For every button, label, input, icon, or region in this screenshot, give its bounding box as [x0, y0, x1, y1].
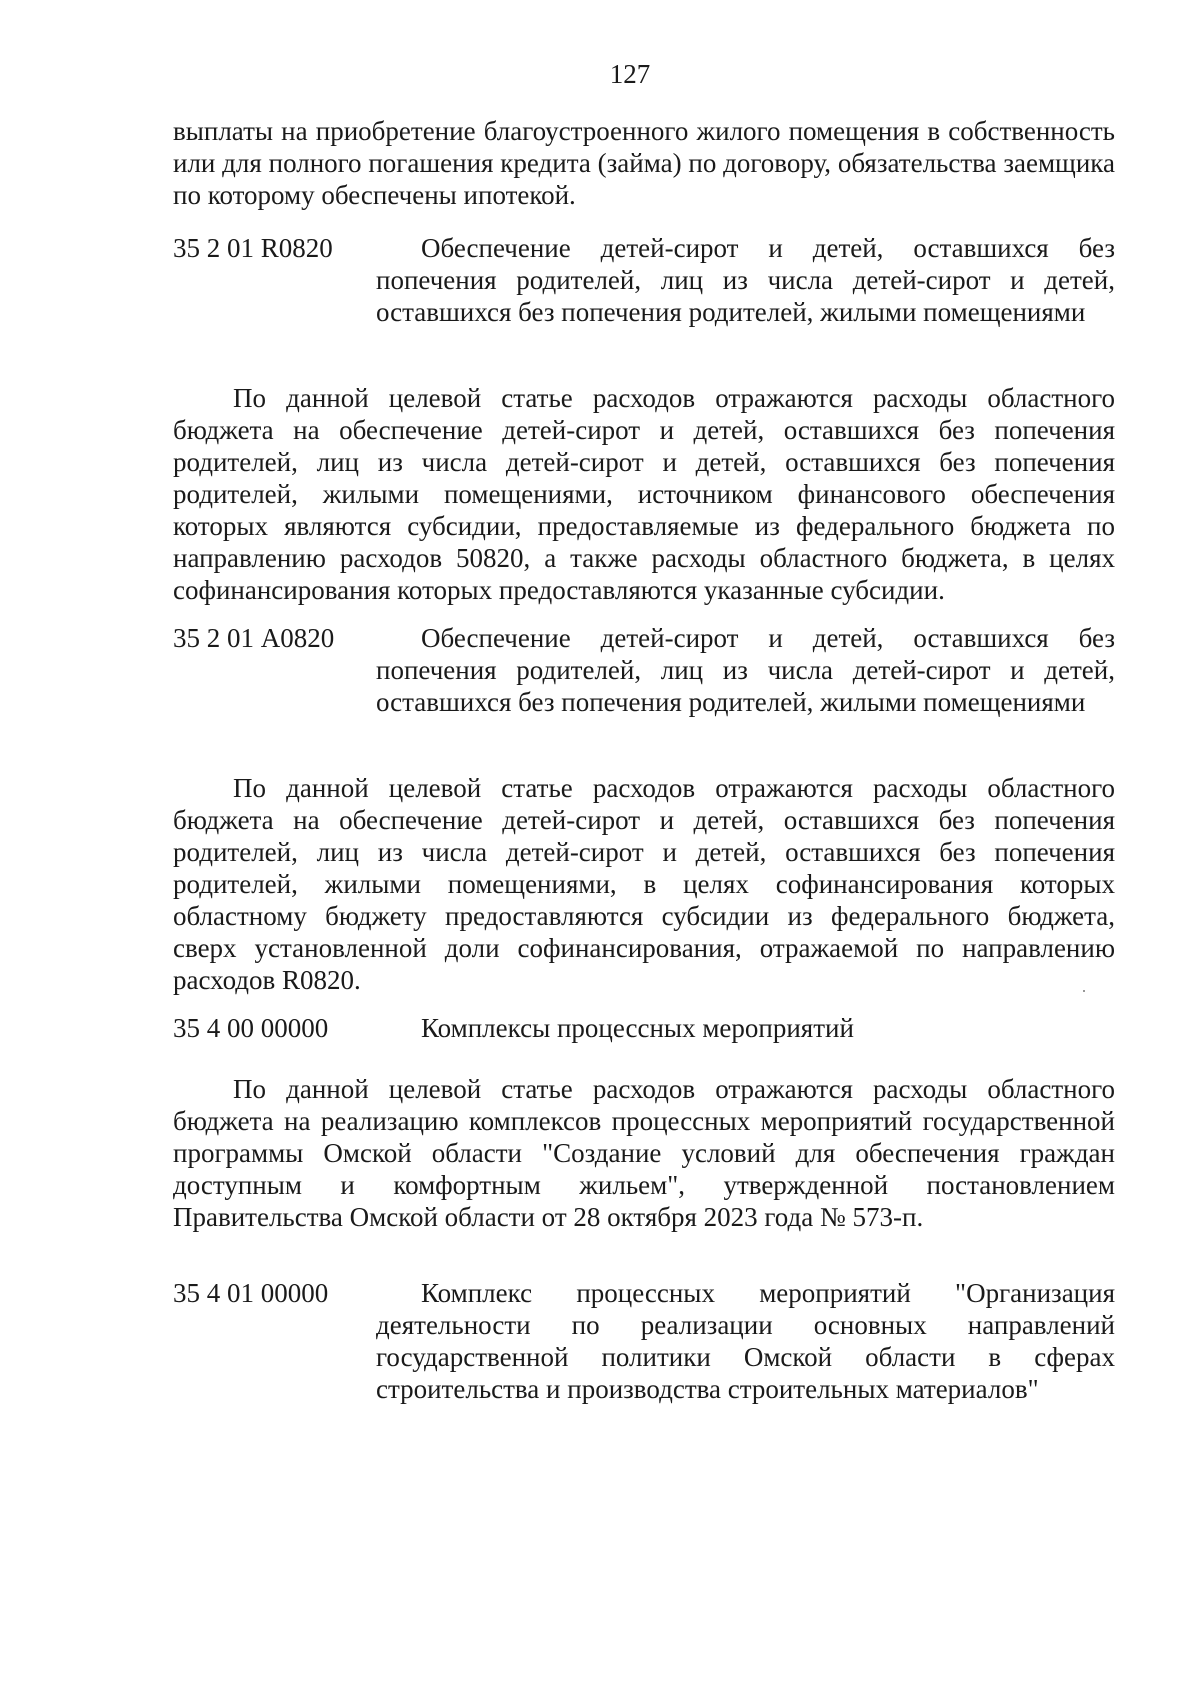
budget-entry-description: По данной целевой статье расходов отражаются расходы областного бюджета на обеспечение детей-сирот и детей, оставшихся без попечения родителей, лиц из числа детей-сирот и детей, оставшихся без попечения родителей, жилыми помещениями, источником финансового обеспечения которых являются субсидии, предоставляемые из федерального бюджета по направлению расходов 50820, а также расходы областного бюджета, в целях софинансирования которых предоставляются указанные субсидии. — [173, 383, 1115, 605]
budget-code: 35 2 01 R0820 — [173, 233, 333, 263]
budget-entry-description-block — [173, 382, 1115, 606]
budget-entry-description-block — [173, 1073, 1115, 1233]
budget-entry-title: Комплексы процессных мероприятий — [421, 1013, 854, 1043]
budget-entry — [173, 1012, 1115, 1044]
budget-entry-title: Обеспечение детей-сирот и детей, оставшихся без попечения родителей, лиц из числа детей-сирот и детей, оставшихся без попечения родителей, жилыми помещениями — [376, 233, 1115, 327]
intro-paragraph: выплаты на приобретение благоустроенного жилого помещения в собственность или для полного погашения кредита (займа) по договору, обязательства заемщика по которому обеспечены ипотекой. — [173, 116, 1115, 210]
budget-entry — [173, 622, 1115, 718]
scan-speck — [1083, 990, 1085, 992]
page-number: 127 — [609, 59, 651, 89]
intro-paragraph-block — [173, 115, 1115, 211]
budget-entry-description: По данной целевой статье расходов отражаются расходы областного бюджета на реализацию комплексов процессных мероприятий государственной программы Омской области "Создание условий для обеспечения граждан доступным и комфортным жильем", утвержденной постановлением Правительства Омской области от 28 октября 2023 года № 573-п. — [173, 1074, 1115, 1232]
budget-code: 35 4 01 00000 — [173, 1278, 329, 1308]
budget-entry — [173, 232, 1115, 328]
budget-code: 35 4 00 00000 — [173, 1013, 329, 1043]
budget-entry-description: По данной целевой статье расходов отражаются расходы областного бюджета на обеспечение детей-сирот и детей, оставшихся без попечения родителей, лиц из числа детей-сирот и детей, оставшихся без попечения родителей, жилыми помещениями, в целях софинансирования которых областному бюджету предоставляются субсидии из федерального бюджета, сверх установленной доли софинансирования, отражаемой по направлению расходов R0820. — [173, 773, 1115, 995]
budget-entry — [173, 1277, 1115, 1405]
budget-entry-title: Комплекс процессных мероприятий "Организация деятельности по реализации основных направлений государственной политики Омской области в сферах строительства и производства строительных материалов" — [376, 1278, 1115, 1404]
budget-entry-description-block — [173, 772, 1115, 996]
budget-entry-title: Обеспечение детей-сирот и детей, оставшихся без попечения родителей, лиц из числа детей-сирот и детей, оставшихся без попечения родителей, жилыми помещениями — [376, 623, 1115, 717]
budget-code: 35 2 01 А0820 — [173, 623, 335, 653]
